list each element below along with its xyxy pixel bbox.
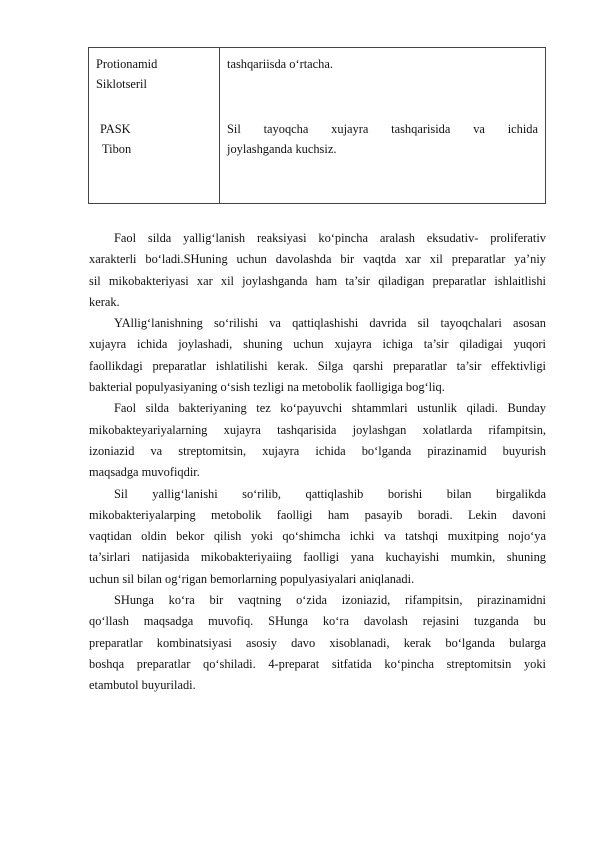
text-line: izoniazid va streptomitsin, xujayra ichida bo‘lganda pirazinamid buyurish <box>89 443 546 458</box>
paragraph <box>89 590 546 696</box>
text-line: xarakterli bo‘ladi.SHuning uchun davolashda bir vaqtda xar xil preparatlar ya’niy <box>89 252 546 267</box>
description-line: joylashganda kuchsiz. <box>227 142 337 156</box>
text-line: mikobakteyariyalarning xujayra tashqarisida joylashgan xolatlarda rifampitsin, <box>89 422 546 437</box>
drug-names-cell <box>89 48 220 204</box>
text-line: vaqtidan oldin bekor qilish yoki qo‘shimcha ichki va tatshqi muxitping nojo‘ya <box>89 529 546 544</box>
text-line: faollikdagi preparatlar ishlatilishi kerak. Silga qarshi preparatlar ta’sir effektivligi <box>89 358 546 373</box>
text-line: SHunga ko‘ra bir vaqtning o‘zida izoniazid, rifampitsin, pirazinamidni <box>114 593 546 608</box>
text-line: bakterial populyasiyaning o‘sish tezligi na metobolik faolligiga bog‘liq. <box>89 380 445 395</box>
table-row <box>89 48 546 204</box>
drug-name: Tibon <box>102 142 132 156</box>
text-line: uchun sil bilan og‘rigan bemorlarning populyasiyalari aniqlanadi. <box>89 571 415 586</box>
paragraph <box>89 484 546 590</box>
text-line: etambutol buyuriladi. <box>89 678 196 693</box>
drug-name: Protionamid <box>96 57 158 71</box>
text-line: boshqa preparatlar qo‘shiladi. 4-preparat sitfatida ko‘pincha streptomitsin yoki <box>89 656 546 671</box>
text-line: mikobakteriyalarping metobolik faolligi ham pasayib boradi. Lekin davoni <box>89 507 546 522</box>
description-line: Sil tayoqcha xujayra tashqarisida va ichida <box>227 122 538 136</box>
text-line: Faol silda bakteriyaning tez ko‘payuvchi shtammlari ustunlik qiladi. Bunday <box>114 401 546 416</box>
text-line: kerak. <box>89 294 120 309</box>
drug-table <box>88 47 546 204</box>
text-line: Sil yallig‘lanishi so‘rilib, qattiqlashib borishi bilan birgalikda <box>114 486 546 501</box>
text-line: sil mikobakteriyasi xar xil joylashganda ham ta’sir qiladigan preparatlar ishlaitlishi <box>89 273 546 288</box>
text-line: preparatlar kombinatsiyasi asosiy davo xisoblanadi, kerak bo‘lganda bularga <box>89 635 546 650</box>
text-line: xujayra ichida joylashadi, shuning uchun xujayra ichiga ta’sir qiladigai yuqori <box>89 337 546 352</box>
body-text <box>89 228 546 697</box>
paragraph <box>89 228 546 313</box>
text-line: qo‘llash maqsadga muvofiq. SHunga ko‘ra davolash rejasini tuzganda bu <box>89 614 546 629</box>
drug-description-cell <box>220 48 546 204</box>
text-line: Faol silda yallig‘lanish reaksiyasi ko‘pincha aralash eksudativ- proliferativ <box>114 231 546 245</box>
paragraph <box>89 313 546 398</box>
drug-name: Siklotseril <box>96 77 147 91</box>
text-line: maqsadga muvofiqdir. <box>89 465 200 480</box>
text-line: YAllig‘lanishning so‘rilishi va qattiqlashishi davrida sil tayoqchalari asosan <box>114 316 546 331</box>
text-line: ta’sirlari natijasida mikobakteriyaiing faolligi yana kuchayishi mumkin, shuning <box>89 550 546 565</box>
description-line: tashqariisda o‘rtacha. <box>227 57 333 71</box>
drug-name: PASK <box>100 122 131 136</box>
paragraph <box>89 398 546 483</box>
